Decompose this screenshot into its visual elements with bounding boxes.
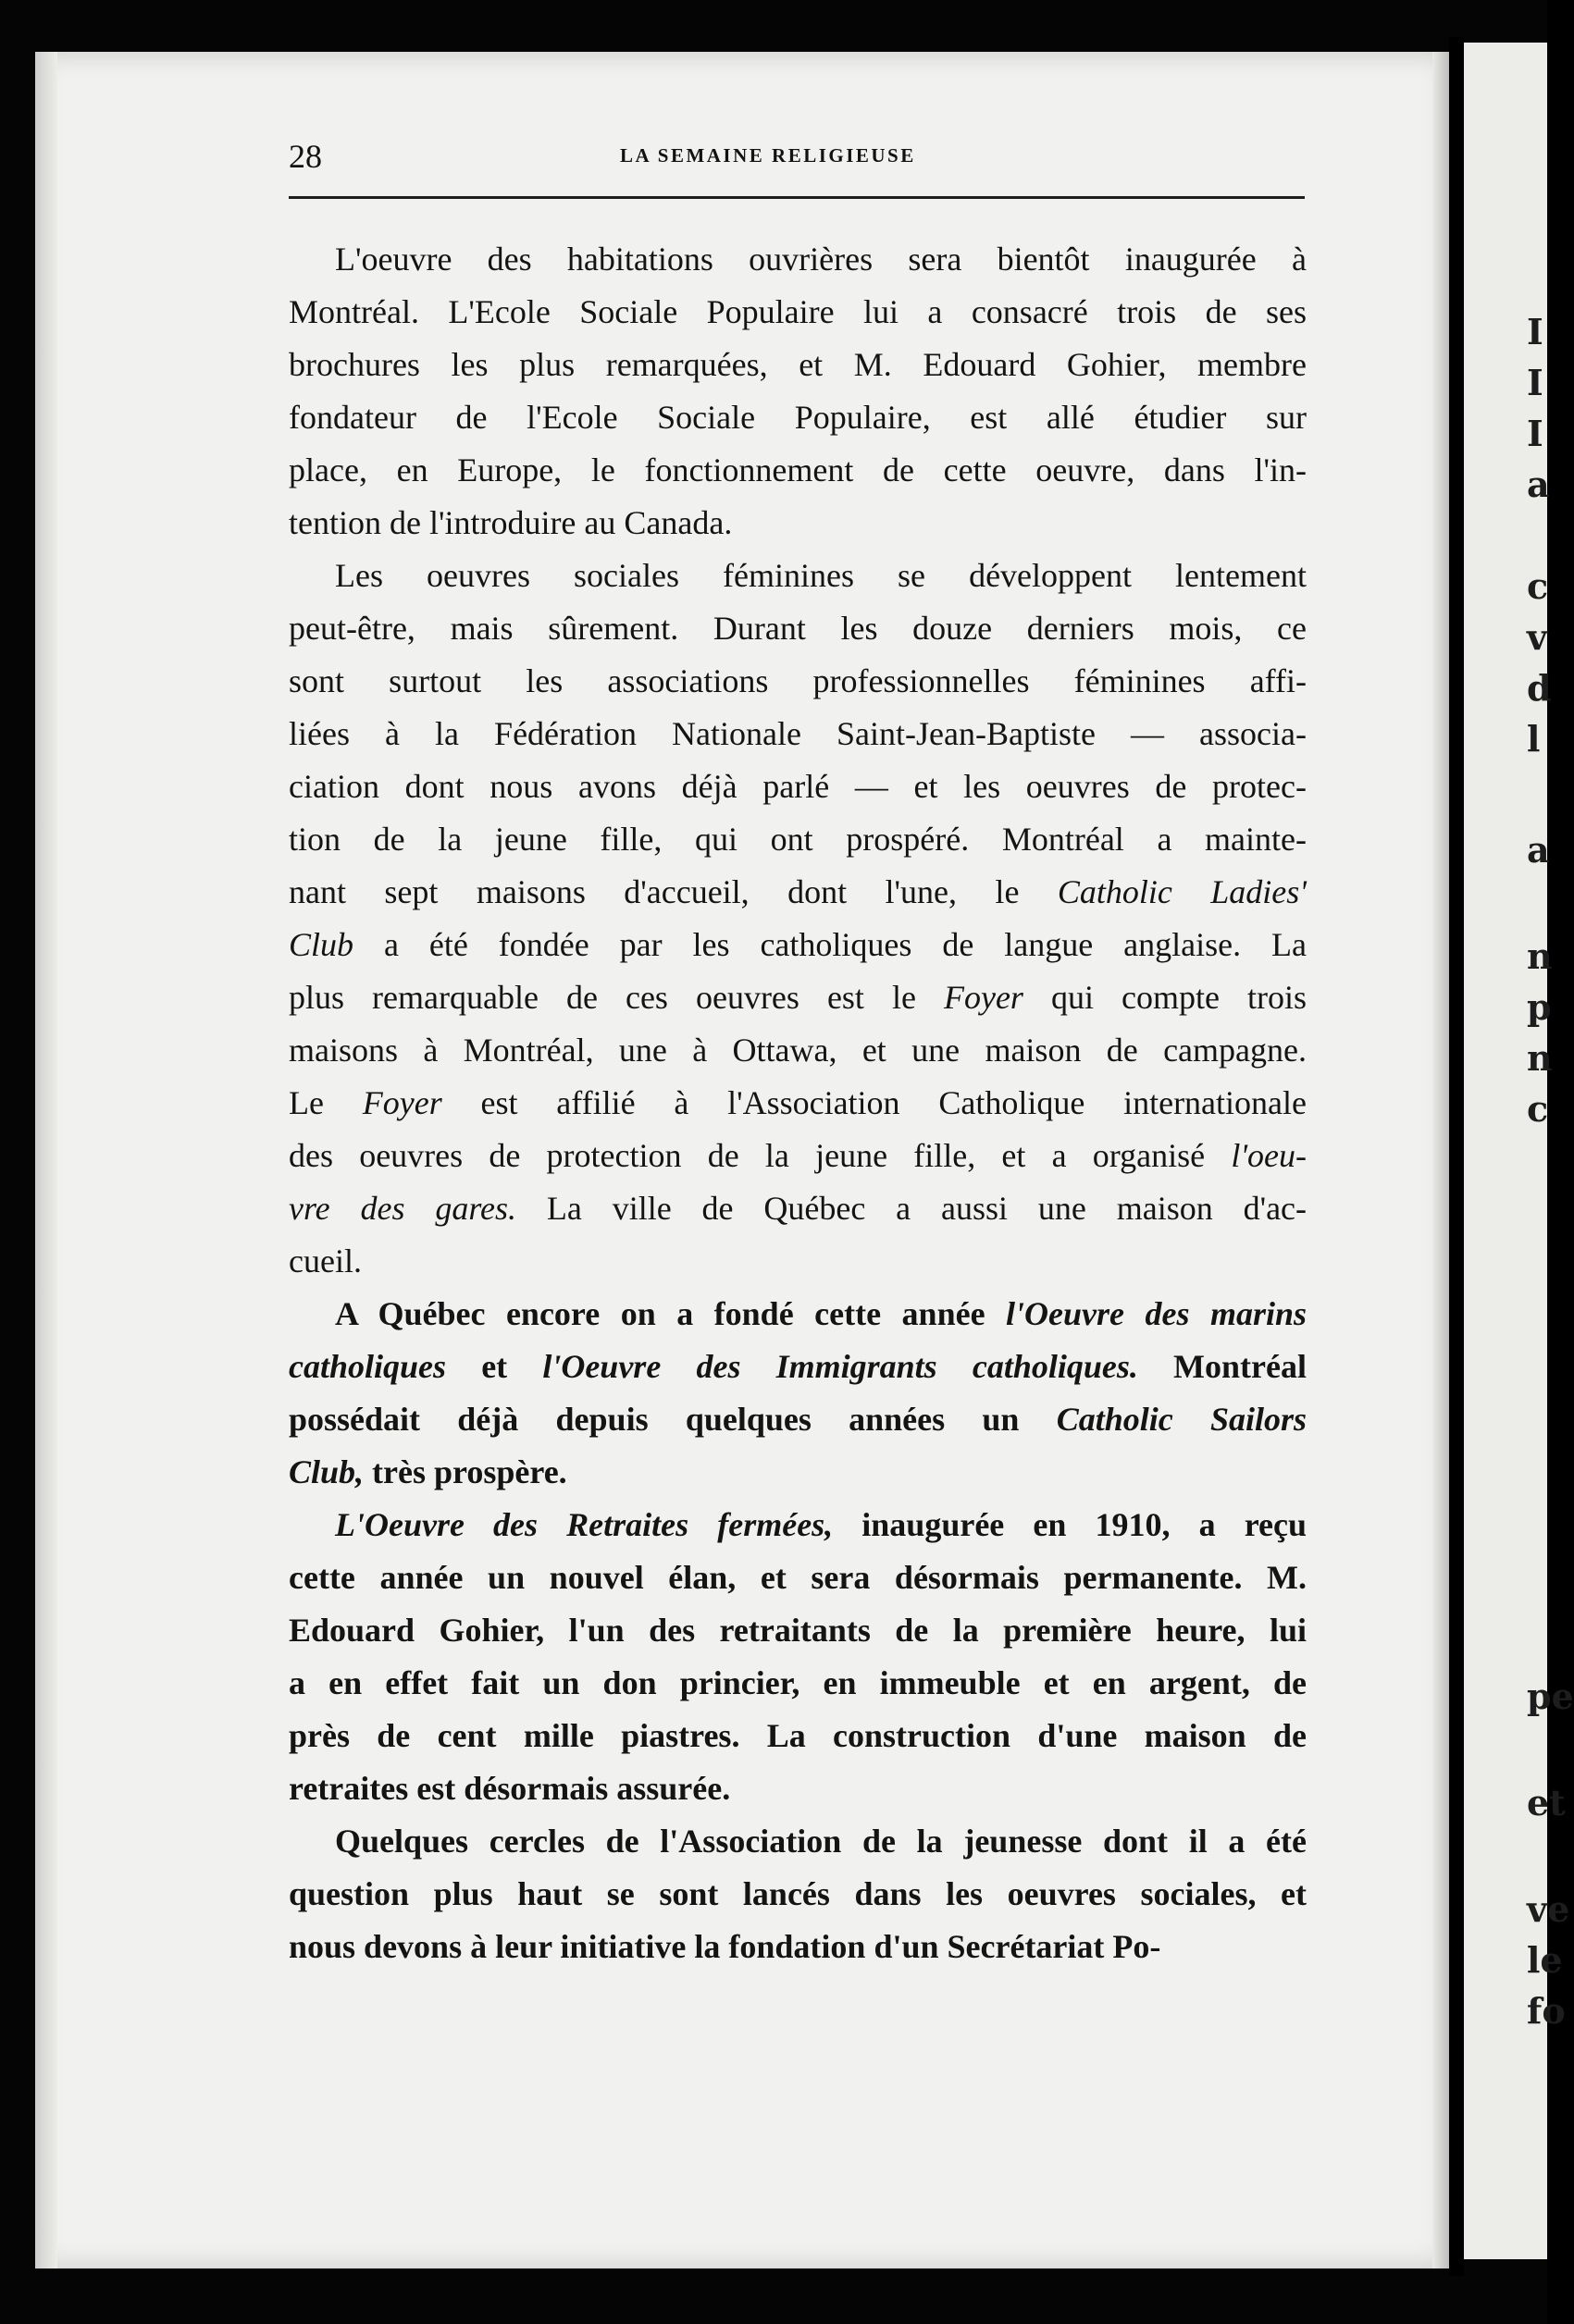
text-line: question plus haut se sont lancés dans les oeuvres sociales, et xyxy=(289,1875,1307,1912)
text-line: maisons à Montréal, une à Ottawa, et une maison de campagne. xyxy=(289,1032,1307,1069)
text-line: sont surtout les associations professionnelles féminines affi- xyxy=(289,662,1307,699)
adjacent-page-fragment: fo xyxy=(1527,1990,1566,2032)
text-line: Les oeuvres sociales féminines se développent lentement xyxy=(335,557,1307,594)
adjacent-page-fragment: I xyxy=(1527,362,1543,403)
page-number: 28 xyxy=(289,138,322,175)
italic-title: catholiques xyxy=(289,1348,447,1385)
adjacent-page-fragment: I xyxy=(1527,413,1543,454)
adjacent-page-fragment: c xyxy=(1527,1088,1549,1130)
text-line: possédait déjà depuis quelques années un Catholic Sailors xyxy=(289,1401,1307,1438)
text-line: tion de la jeune fille, qui ont prospéré. Montréal a mainte- xyxy=(289,821,1307,858)
adjacent-page xyxy=(1464,43,1574,2259)
italic-title: vre des gares. xyxy=(289,1190,517,1227)
italic-title: Foyer xyxy=(943,979,1023,1016)
italic-title: l'Oeuvre des Immigrants catholiques. xyxy=(542,1348,1138,1385)
text-line: Quelques cercles de l'Association de la jeunesse dont il a été xyxy=(335,1823,1307,1860)
text-line: Edouard Gohier, l'un des retraitants de la première heure, lui xyxy=(289,1612,1307,1649)
page-fore-edge xyxy=(1432,52,1449,2268)
text-line: Le Foyer est affilié à l'Association Catholique internationale xyxy=(289,1084,1307,1121)
paragraph xyxy=(289,1499,1307,1815)
text-line: retraites est désormais assurée. xyxy=(289,1770,731,1807)
page-gutter xyxy=(1449,37,1464,2276)
text-line: cette année un nouvel élan, et sera désormais permanente. M. xyxy=(289,1559,1307,1596)
adjacent-page-fragment: n xyxy=(1527,1037,1553,1079)
text-line: cueil. xyxy=(289,1242,362,1279)
text-line: a en effet fait un don princier, en immeuble et en argent, de xyxy=(289,1664,1307,1701)
italic-title: Club, xyxy=(289,1453,365,1490)
text-line: près de cent mille piastres. La construction d'une maison de xyxy=(289,1717,1307,1754)
text-line: des oeuvres de protection de la jeune fille, et a organisé l'oeu- xyxy=(289,1137,1307,1174)
page-binding-edge xyxy=(35,52,57,2268)
adjacent-page-fragment: v xyxy=(1527,616,1548,658)
text-line: tention de l'introduire au Canada. xyxy=(289,504,733,541)
adjacent-page-fragment: d xyxy=(1527,667,1552,709)
adjacent-page-fragment: a xyxy=(1527,464,1550,505)
adjacent-page-fragment: a xyxy=(1527,829,1550,871)
text-line: fondateur de l'Ecole Sociale Populaire, est allé étudier sur xyxy=(289,399,1307,436)
paragraph xyxy=(289,550,1307,1288)
adjacent-page-fragment: p xyxy=(1527,986,1552,1028)
adjacent-page-fragment: I xyxy=(1527,311,1543,352)
text-line: Club, très prospère. xyxy=(289,1453,567,1490)
text-line: catholiques et l'Oeuvre des Immigrants catholiques. Montréal xyxy=(289,1348,1307,1385)
italic-title: l'Oeuvre des marins xyxy=(1006,1295,1307,1332)
text-line: ciation dont nous avons déjà parlé — et les oeuvres de protec- xyxy=(289,768,1307,805)
italic-title: L'Oeuvre des Retraites fermées, xyxy=(335,1506,834,1543)
page-header xyxy=(289,137,1307,178)
adjacent-page-fragment: le xyxy=(1527,1939,1563,1981)
text-line: plus remarquable de ces oeuvres est le Foyer qui compte trois xyxy=(289,979,1308,1016)
text-line: L'oeuvre des habitations ouvrières sera bientôt inaugurée à xyxy=(335,241,1307,278)
italic-title: Foyer xyxy=(362,1084,442,1121)
text-line: vre des gares. La ville de Québec a aussi une maison d'ac- xyxy=(289,1190,1308,1227)
text-line: liées à la Fédération Nationale Saint-Jean-Baptiste — associa- xyxy=(289,715,1307,752)
italic-title: Club xyxy=(289,926,354,963)
paragraph xyxy=(289,233,1307,550)
text-line: A Québec encore on a fondé cette année l'Oeuvre des marins xyxy=(335,1295,1307,1332)
adjacent-page-fragment: n xyxy=(1527,935,1553,977)
adjacent-page-fragment: et xyxy=(1527,1782,1566,1823)
text-line: peut-être, mais sûrement. Durant les douze derniers mois, ce xyxy=(289,610,1307,647)
text-line: place, en Europe, le fonctionnement de cette oeuvre, dans l'in- xyxy=(289,451,1307,488)
adjacent-page-fragment: pe xyxy=(1527,1675,1574,1717)
text-line: nant sept maisons d'accueil, dont l'une, le Catholic Ladies' xyxy=(289,873,1307,910)
paragraph xyxy=(289,1288,1307,1499)
running-head: LA SEMAINE RELIGIEUSE xyxy=(620,144,916,167)
text-line: Montréal. L'Ecole Sociale Populaire lui a consacré trois de ses xyxy=(289,293,1307,330)
adjacent-page-fragment: ve xyxy=(1527,1888,1570,1930)
italic-title: Catholic Sailors xyxy=(1056,1401,1307,1438)
text-line: brochures les plus remarquées, et M. Edouard Gohier, membre xyxy=(289,346,1307,383)
header-rule xyxy=(289,196,1305,199)
text-line: L'Oeuvre des Retraites fermées, inaugurée en 1910, a reçu xyxy=(335,1506,1307,1543)
body-text xyxy=(289,233,1307,1973)
italic-title: Catholic Ladies' xyxy=(1057,873,1307,910)
text-line: Club a été fondée par les catholiques de langue anglaise. La xyxy=(289,926,1307,963)
paragraph xyxy=(289,1815,1307,1973)
adjacent-page-fragment: c xyxy=(1527,565,1549,607)
text-line: nous devons à leur initiative la fondation d'un Secrétariat Po- xyxy=(289,1928,1161,1965)
adjacent-page-fragment: l xyxy=(1527,718,1541,760)
italic-title: l'oeu- xyxy=(1231,1137,1307,1174)
